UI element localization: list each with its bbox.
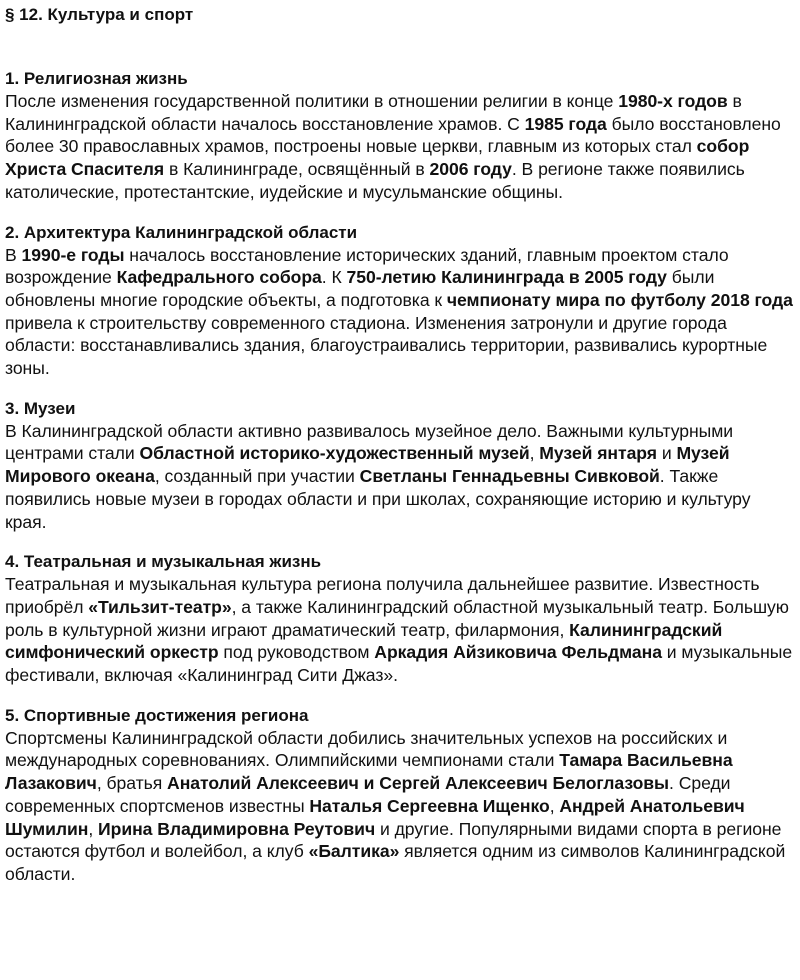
body-text: и другие. Популярными видами спорта в регионе остаются футбол и волейбол, а клуб [5,818,782,862]
section-title: 4. Театральная и музыкальная жизнь [5,552,322,572]
body-text: . Среди современных спортсменов известны [5,773,731,816]
emphasis-text: «Балтика» [308,841,400,862]
body-text: В Калининградской области активно развивалось музейное дело. Важными культурными центрами стали [5,420,734,464]
section-body [5,420,794,534]
body-text: и [656,443,677,464]
emphasis-text: Тамара Васильевна Лазакович [5,750,733,794]
body-text: привела к строительству современного стадиона. Изменения затронули и другие города области: восстанавливались здания, благоустраивались территории, развивались курортные зоны. [5,312,768,379]
body-text: под руководством [218,642,375,663]
body-text: После изменения государственной политики в отношении религии в конце [5,91,619,111]
body-text: , а также Калининградский областной музыкальный театр. Большую роль в культурной жизни играют драматический театр, филармония, [5,596,789,640]
emphasis-text: Наталья Сергеевна Ищенко [309,795,550,816]
body-text: , созданный при участии [154,466,360,487]
emphasis-text: Музей Мирового океана [5,443,730,487]
emphasis-text: 1980-х годов [618,91,728,111]
body-text: началось восстановление исторических зданий, главным проектом стало возрождение [5,244,729,288]
section-theatre-music [5,551,794,687]
body-text: было восстановлено более 30 православных храмов, построены новые церкви, главным из которых стал [5,113,781,157]
section-architecture [5,222,794,380]
emphasis-text: 1990-е годы [21,244,125,265]
section-body [5,727,794,886]
emphasis-text: Ирина Владимировна Реутович [98,818,376,839]
emphasis-text: 750-летию Калининграда в 2005 году [346,267,667,288]
section-religious-life [5,68,794,204]
body-text: и музыкальные фестивали, включая «Калининград Сити Джаз». [5,642,793,686]
section-title: 5. Спортивные достижения региона [5,705,309,725]
body-text: в Калининграде, освящённый в [164,159,430,180]
emphasis-text: Светланы Геннадьевны Сивковой [359,466,660,487]
body-text: , [549,795,560,816]
document-title: § 12. Культура и спорт [5,5,194,24]
emphasis-text: Андрей Анатольевич Шумилин [5,795,745,839]
emphasis-text: Областной историко-художественный музей [139,443,530,464]
section-sports [5,705,794,886]
body-text: , [88,818,99,839]
emphasis-text: собор Христа Спасителя [5,136,750,180]
section-body [5,573,794,687]
body-text: Спортсмены Калининградской области добились значительных успехов на российских и международных соревнованиях. Олимпийскими чемпионами стали [5,727,728,771]
body-text: в Калининградской области началось восстановление храмов. С [5,91,742,134]
emphasis-text: чемпионату мира по футболу 2018 года [446,289,793,310]
body-text: , братья [96,773,168,794]
section-body [5,90,794,204]
emphasis-text: 2006 году [429,159,512,180]
emphasis-text: Аркадия Айзиковича Фельдмана [374,642,662,663]
body-text: , [529,443,540,464]
emphasis-text: Анатолий Алексеевич и Сергей Алексеевич Белоглазовы [167,773,670,794]
body-text: В [5,244,22,265]
body-text: . Также появились новые музеи в городах области и при школах, сохраняющие историю и культуру края. [5,466,751,532]
section-museums [5,398,794,534]
body-text: были обновлены многие городские объекты, а подготовка к [5,267,715,310]
section-title: 2. Архитектура Калининградской области [5,222,358,242]
emphasis-text: 1985 года [524,113,607,134]
body-text: является одним из символов Калининградской области. [5,841,786,884]
emphasis-text: Калининградский симфонический оркестр [5,619,723,663]
emphasis-text: «Тильзит-театр» [88,596,232,617]
body-text: . В регионе также появились католические, протестантские, иудейские и мусульманские общины. [5,159,745,202]
section-title: 3. Музеи [5,398,76,418]
body-text: Театральная и музыкальная культура региона получила дальнейшее развитие. Известность приобрёл [5,574,760,617]
section-body [5,244,794,380]
body-text: . К [321,267,347,288]
section-title: 1. Религиозная жизнь [5,69,188,88]
emphasis-text: Музей янтаря [539,443,657,464]
emphasis-text: Кафедрального собора [116,267,322,288]
